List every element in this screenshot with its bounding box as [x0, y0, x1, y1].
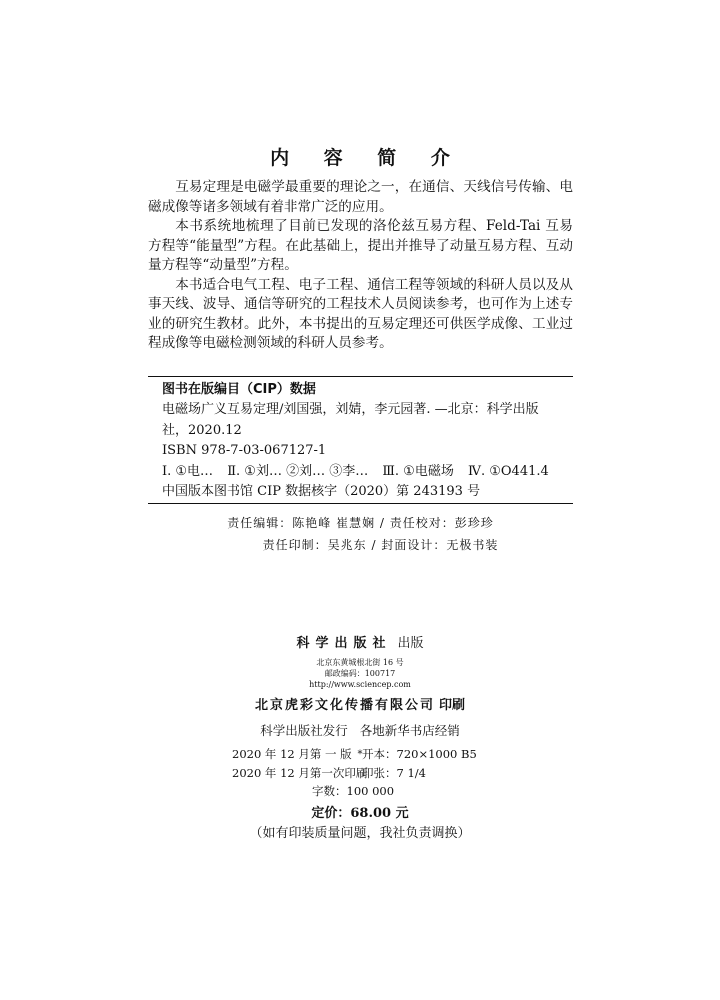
cip-block	[148, 376, 573, 504]
publisher-line	[0, 632, 720, 651]
cip-class-item: Ⅳ. ①O441.4	[467, 463, 549, 479]
price: 定价：68.00 元	[311, 806, 409, 821]
distribution-line	[0, 721, 720, 739]
publisher-name: 科学出版社	[296, 636, 392, 651]
print-sheets: 印张：7 1/4	[362, 765, 426, 780]
page-title: 内 容 简 介	[270, 147, 464, 169]
separator-star: *	[357, 749, 363, 760]
cip-class-item: Ⅱ. ①刘… ②刘… ③李…	[227, 463, 369, 479]
editor-credits	[148, 512, 573, 556]
cip-class-item: Ⅲ. ①电磁场	[382, 463, 454, 479]
print-date: 2020 年 12 月第一次印刷	[232, 765, 368, 780]
publisher-postcode: 邮政编码：100717	[324, 669, 396, 678]
book-format: 开本：720×1000 B5	[362, 747, 477, 761]
publisher-url: http://www.sciencep.com	[309, 680, 411, 689]
edition-date: 2020 年 12 月第 一 版	[232, 747, 352, 761]
issuer: 科学出版社发行	[260, 723, 348, 738]
cip-class-item: Ⅰ. ①电…	[162, 463, 214, 479]
printer-name: 北京虎彩文化传播有限公司	[254, 698, 435, 713]
publisher-address: 北京东黄城根北街 16 号	[316, 658, 404, 667]
synopsis-paragraph: 互易定理是电磁学最重要的理论之一，在通信、天线信号传输、电磁成像等诸多领域有着非常广泛的应用。	[148, 179, 573, 215]
editor-credits-line: 责任印制：吴兆东 / 封面设计：无极书装	[262, 538, 499, 552]
synopsis-paragraph: 本书适合电气工程、电子工程、通信工程等领域的科研人员以及从事天线、波导、通信等研究的工程技术人员阅读参考，也可作为上述专业的研究生教材。此外，本书提出的互易定理还可供医学成像、工业过程成像等电磁检测领域的科研人员参考。	[148, 276, 573, 351]
word-count: 字数：100 000	[312, 784, 395, 798]
editor-credits-line: 责任编辑：陈艳峰 崔慧娴 / 责任校对：彭珍珍	[227, 516, 494, 530]
publisher-block	[0, 632, 720, 760]
distributor: 各地新华书店经销	[359, 723, 460, 738]
cip-classification	[162, 462, 573, 483]
cip-number: 中国版本图书馆 CIP 数据核字（2020）第 243193 号	[162, 484, 481, 499]
synopsis-paragraph: 本书系统地梳理了目前已发现的洛伦兹互易方程、Feld-Tai 互易方程等“能量型”方程。在此基础上，提出并推导了动量互易方程、互动量方程等“动量型”方程。	[148, 218, 573, 273]
cip-record-line: 社，2020.12	[162, 422, 242, 438]
printer-suffix: 印刷	[439, 698, 466, 713]
synopsis	[148, 178, 573, 354]
quality-notice: （如有印装质量问题，我社负责调换）	[249, 826, 471, 841]
edition-info	[0, 745, 720, 801]
cip-record-line: 电磁场广义互易定理/刘国强，刘婧，李元园著. —北京：科学出版	[162, 402, 539, 417]
cip-heading: 图书在版编目（CIP）数据	[162, 382, 316, 397]
printer-line	[0, 694, 720, 713]
cip-bottom-rule	[148, 503, 573, 504]
cip-isbn: ISBN 978-7-03-067127-1	[162, 443, 327, 458]
cip-top-rule	[148, 376, 573, 377]
cip-body	[162, 400, 573, 503]
publisher-suffix: 出版	[397, 636, 424, 651]
